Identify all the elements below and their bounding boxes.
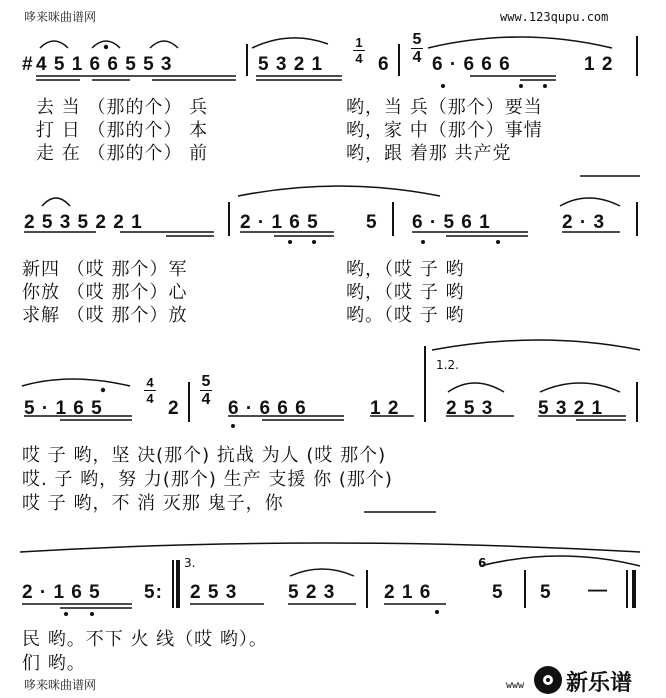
site-name-bottom: 哆来咪曲谱网: [24, 678, 97, 692]
row3-notes-e: 2 5 3: [446, 398, 494, 419]
lyric-line: 哎. 子 哟，努 力(那个) 生产 支援 你 (那个): [22, 469, 393, 490]
lyric-line: 哟。（哎 子 哟: [346, 305, 465, 326]
row4-notes-c: 2 5 3: [190, 582, 238, 603]
row4-notes-d: 5 2 3: [288, 582, 336, 603]
row4-repeat-note: 5:: [144, 582, 163, 603]
key-sharp: #: [22, 54, 34, 75]
volta-1-2: 1.2.: [436, 358, 459, 372]
row3-notes-d: 1 2: [370, 398, 400, 419]
lyric-line: 哎 子 哟，不 消 灭那 鬼子，你: [22, 493, 284, 514]
time-signature-4-4: 4 4: [144, 376, 156, 405]
site-name-top: 哆来咪曲谱网: [24, 10, 97, 24]
row4-notes-a: 2 · 1 6 5: [22, 582, 101, 603]
row1-notes-a: 4 5 1 6 6 5 5 3: [36, 54, 173, 75]
lyric-line: 哟，（哎 子 哟: [346, 282, 465, 303]
lyric-line: 民 哟。不下 火 线（哎 哟）。: [22, 629, 268, 650]
row1-note-c: 6: [378, 54, 390, 75]
row3-notes-f: 5 3 2 1: [538, 398, 604, 419]
site-url[interactable]: www.123qupu.com: [500, 10, 609, 24]
row3-notes-c: 6 · 6 6 6: [228, 398, 307, 419]
lyric-line: 哟，家 中（那个）事情: [346, 120, 543, 141]
time-signature-1-4: 1 4: [353, 36, 365, 65]
row4-note-f: 5: [492, 582, 504, 603]
lyric-line: 哟，跟 着那 共产党: [346, 143, 512, 164]
lyric-line: 走 在 （那的个） 前: [36, 143, 209, 164]
row1-notes-b: 5 3 2 1: [258, 54, 324, 75]
brand-prefix: www: [506, 680, 525, 691]
volta-3: 3.: [184, 556, 196, 570]
row1-notes-d: 6 · 6 6 6: [432, 54, 511, 75]
time-signature-5-4: 5 4: [412, 31, 422, 66]
lyric-line: 去 当 （那的个） 兵: [36, 97, 209, 118]
row3-note-b: 2: [168, 398, 180, 419]
lyric-line: 哟，当 兵（那个）要当: [346, 97, 543, 118]
lyric-line: 哎 子 哟，坚 决(那个) 抗战 为人 (哎 那个): [22, 445, 387, 466]
time-signature-5-4: 5 4: [201, 373, 211, 408]
row4-dash: —: [588, 580, 608, 601]
row2-note-c: 5: [366, 212, 378, 233]
lyric-line: 新四 （哎 那个）军: [22, 259, 188, 280]
lyric-line: 打 日 （那的个） 本: [36, 120, 209, 141]
row2-notes-e: 2 · 3: [562, 212, 606, 233]
brand-logo[interactable]: 新乐谱: [566, 671, 633, 696]
row3-notes-a: 5 · 1 6 5: [24, 398, 103, 419]
row2-notes-b: 2 · 1 6 5: [240, 212, 319, 233]
row2-notes-d: 6 · 5 6 1: [412, 212, 491, 233]
grace-note: 6: [478, 556, 487, 570]
lyric-line: 你放 （哎 那个）心: [22, 282, 188, 303]
lyric-line: 哟，（哎 子 哟: [346, 259, 465, 280]
row4-notes-e: 2 1 6: [384, 582, 432, 603]
row2-notes-a: 2 5 3 5 2 2 1: [24, 212, 143, 233]
row1-notes-e: 1 2: [584, 54, 614, 75]
lyric-line: 们 哟。: [22, 653, 86, 674]
row4-note-g: 5: [540, 582, 552, 603]
lyric-line: 求解 （哎 那个）放: [22, 305, 188, 326]
